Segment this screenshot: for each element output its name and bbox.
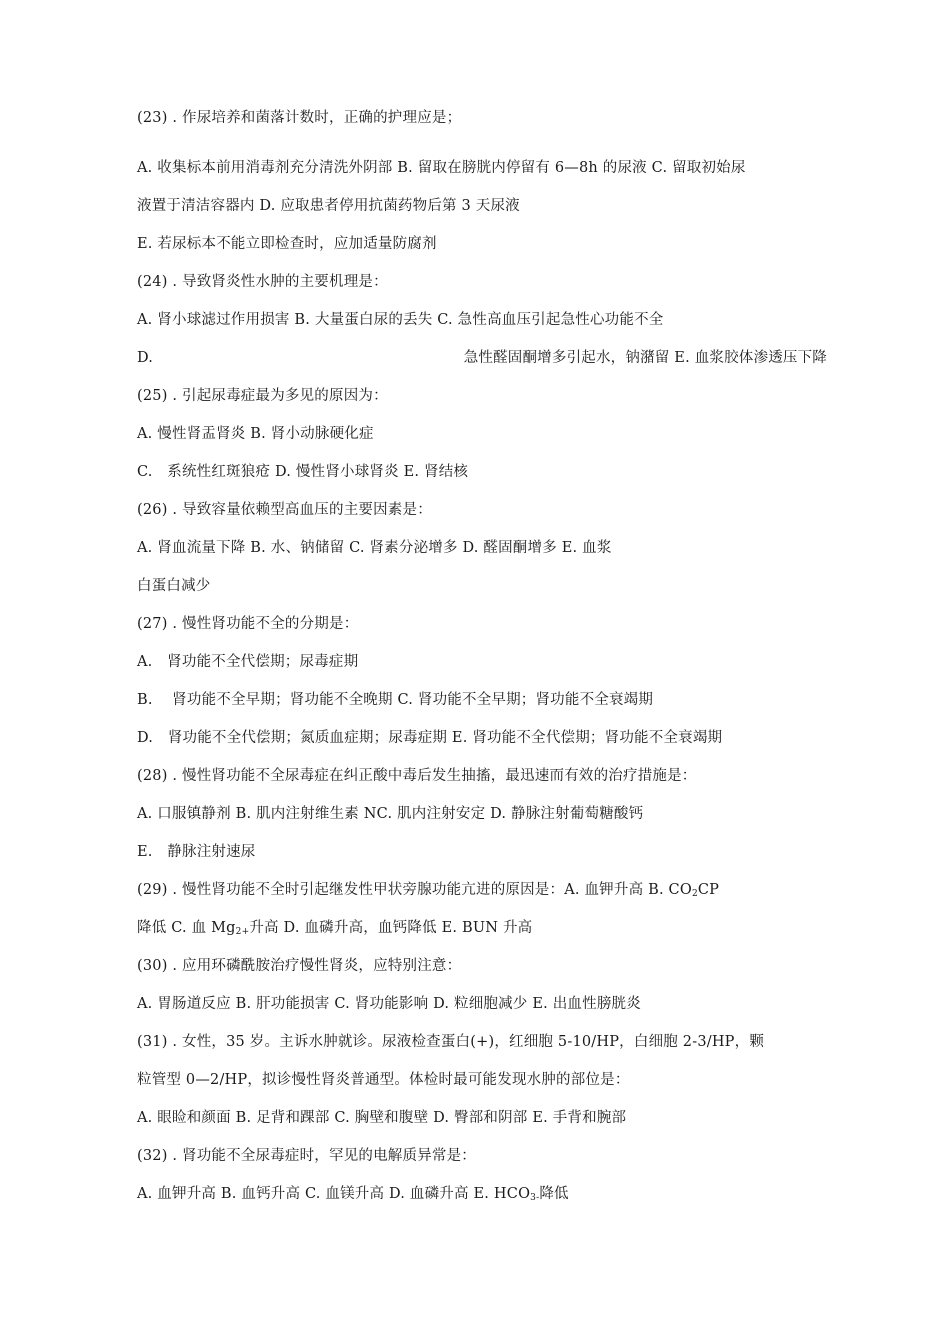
question-32-stem: (32) . 肾功能不全尿毒症时，罕见的电解质异常是： — [137, 1148, 476, 1164]
question-23-options-line-1: A. 收集标本前用消毒剂充分清洗外阴部 B. 留取在膀胱内停留有 6—8h 的尿液 C. 留取初始尿 — [137, 160, 746, 176]
option-label-d: D. — [137, 350, 154, 366]
question-27-option-b: B. 肾功能不全早期；肾功能不全晚期 C. 肾功能不全早期；肾功能不全衰竭期 — [137, 692, 654, 708]
question-26-options-line-2: 白蛋白减少 — [137, 578, 211, 594]
question-28-stem: (28) . 慢性肾功能不全尿毒症在纠正酸中毒后发生抽搐，最迅速而有效的治疗措施是： — [137, 768, 697, 784]
question-25-options-line-2: C. 系统性红斑狼疮 D. 慢性肾小球肾炎 E. 肾结核 — [137, 464, 469, 480]
question-29-options-line: 降低 C. 血 $Mg_{2+}$升高 D. 血磷升高，血钙降低 E. BUN 升高 — [137, 920, 533, 937]
question-29-stem: (29) . 慢性肾功能不全时引起继发性甲状旁腺功能亢进的原因是：A. 血钾升高 B. $CO_2CP$ — [137, 882, 720, 899]
question-31-stem-line-1: (31) . 女性，35 岁。主诉水肿就诊。尿液检查蛋白(+)，红细胞 5-10/HP，白细胞 2-3/HP，颗 — [137, 1034, 765, 1050]
question-27-option-a: A. 肾功能不全代偿期；尿毒症期 — [137, 654, 359, 670]
question-25-options-line-1: A. 慢性肾盂肾炎 B. 肾小动脉硬化症 — [137, 426, 374, 442]
question-30-options-line: A. 胃肠道反应 B. 肝功能损害 C. 肾功能影响 D. 粒细胞减少 E. 出血性膀胱炎 — [137, 996, 641, 1012]
question-24-stem: (24) . 导致肾炎性水肿的主要机理是： — [137, 274, 388, 290]
question-30-stem: (30) . 应用环磷酰胺治疗慢性肾炎，应特别注意： — [137, 958, 462, 974]
question-26-stem: (26) . 导致容量依赖型高血压的主要因素是： — [137, 502, 432, 518]
question-25-stem: (25) . 引起尿毒症最为多见的原因为： — [137, 388, 388, 404]
question-28-options-line-1: A. 口服镇静剂 B. 肌内注射维生素 NC. 肌内注射安定 D. 静脉注射葡萄糖酸钙 — [137, 806, 644, 822]
question-31-options-line: A. 眼睑和颜面 B. 足背和踝部 C. 胸壁和腹壁 D. 臀部和阴部 E. 手背和腕部 — [137, 1110, 627, 1126]
question-24-options-line-2 — [137, 348, 827, 368]
question-28-options-line-2: E. 静脉注射速尿 — [137, 844, 256, 860]
subscript: 3- — [530, 1193, 540, 1203]
subscript: 2 — [691, 889, 698, 899]
subscript: 2+ — [235, 927, 250, 937]
question-26-options-line-1: A. 肾血流量下降 B. 水、钠储留 C. 肾素分泌增多 D. 醛固酮增多 E. 血浆 — [137, 540, 612, 556]
question-27-stem: (27) . 慢性肾功能不全的分期是： — [137, 616, 359, 632]
question-31-stem-line-2: 粒管型 0—2/HP，拟诊慢性肾炎普通型。体检时最可能发现水肿的部位是： — [137, 1072, 630, 1088]
question-24-options-line-1: A. 肾小球滤过作用损害 B. 大量蛋白尿的丢失 C. 急性高血压引起急性心功能不全 — [137, 312, 664, 328]
question-23-stem: (23) . 作尿培养和菌落计数时，正确的护理应是； — [137, 110, 462, 126]
question-23-options-line-3: E. 若尿标本不能立即检查时，应加适量防腐剂 — [137, 236, 437, 252]
question-23-options-line-2: 液置于清洁容器内 D. 应取患者停用抗菌药物后第 3 天尿液 — [137, 198, 520, 214]
question-32-options-line: A. 血钾升高 B. 血钙升高 C. 血镁升高 D. 血磷升高 E. $HCO_{3-}$降低 — [137, 1186, 569, 1203]
question-27-option-d: D. 肾功能不全代偿期；氮质血症期；尿毒症期 E. 肾功能不全代偿期；肾功能不全衰竭期 — [137, 730, 723, 746]
option-text: 急性醛固酮增多引起水，钠潴留 E. 血浆胶体渗透压下降 — [463, 350, 827, 366]
